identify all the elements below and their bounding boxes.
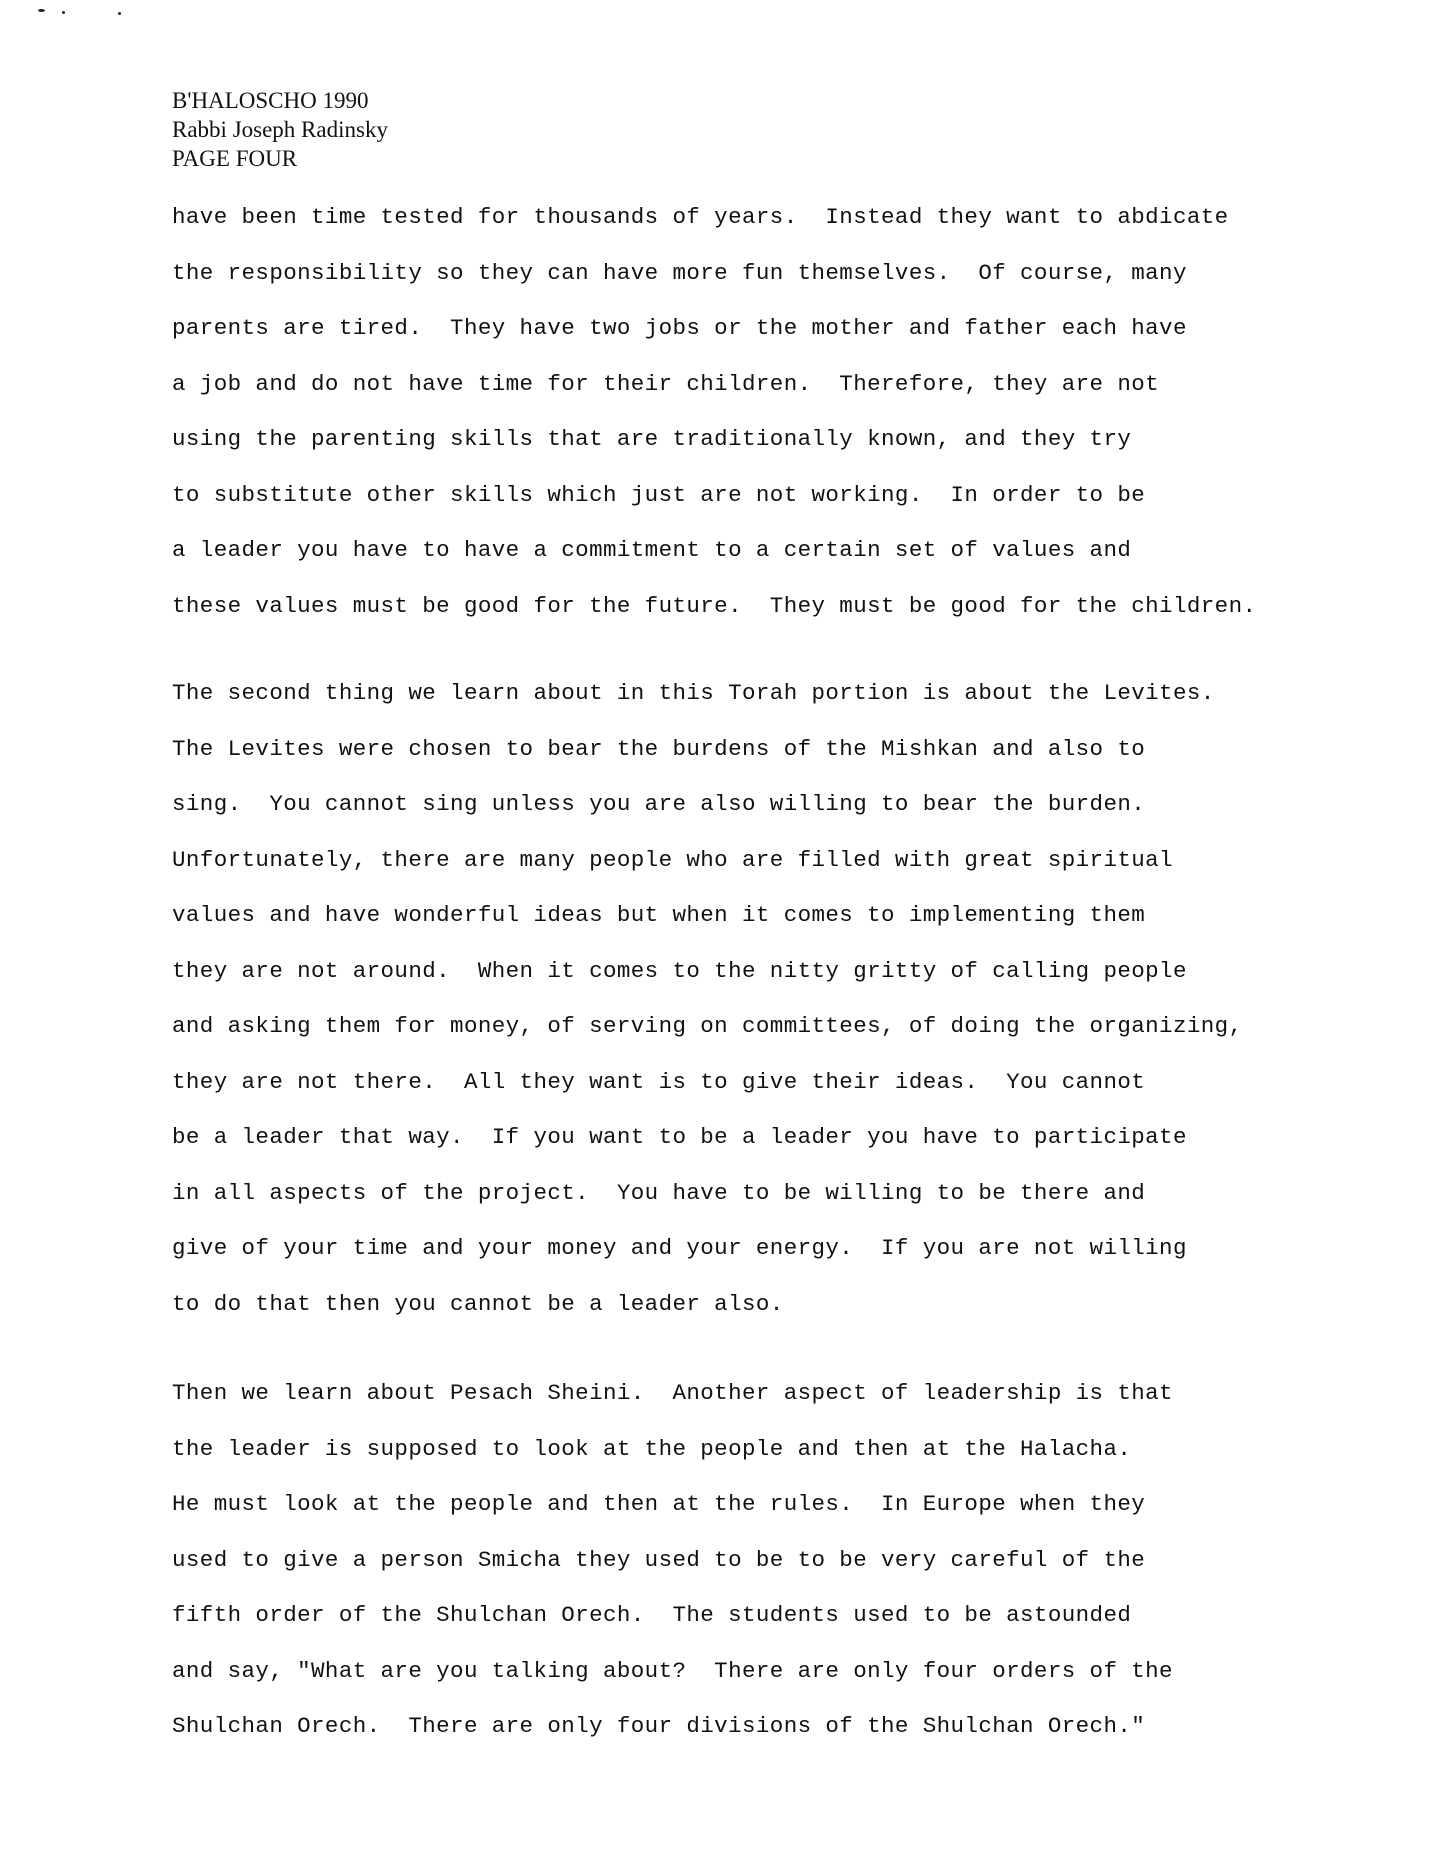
scan-speck — [38, 9, 45, 12]
text-line: Shulchan Orech. There are only four divisions of the Shulchan Orech." — [172, 1713, 1146, 1739]
scan-speck — [118, 12, 121, 15]
text-line: a leader you have to have a commitment to a certain set of values and — [172, 537, 1132, 563]
text-line: the leader is supposed to look at the people and then at the Halacha. — [172, 1435, 1132, 1462]
text-line: and asking them for money, of serving on committees, of doing the organizing, — [172, 1013, 1243, 1039]
text-line: He must look at the people and then at the rules. In Europe when they — [172, 1491, 1146, 1517]
paragraph-1 — [172, 190, 1282, 634]
text-line: they are not there. All they want is to give their ideas. You cannot — [172, 1068, 1146, 1095]
header-author: Rabbi Joseph Radinsky — [172, 117, 388, 142]
text-line: be a leader that way. If you want to be a leader you have to participate — [172, 1124, 1187, 1150]
text-line: and say, "What are you talking about? There are only four orders of the — [172, 1657, 1173, 1684]
text-line: these values must be good for the future. They must be good for the children. — [172, 592, 1257, 619]
text-line: sing. You cannot sing unless you are also willing to bear the burden. — [172, 791, 1146, 817]
text-line: in all aspects of the project. You have to be willing to be there and — [172, 1179, 1146, 1206]
text-line: to do that then you cannot be a leader also. — [172, 1290, 784, 1317]
text-line: Unfortunately, there are many people who are filled with great spiritual — [172, 846, 1173, 873]
header-page-number: PAGE FOUR — [172, 146, 298, 171]
header-title: B'HALOSCHO 1990 — [172, 88, 369, 113]
text-line: values and have wonderful ideas but when it comes to implementing them — [172, 902, 1146, 928]
paragraph-2 — [172, 666, 1282, 1332]
text-line: Then we learn about Pesach Sheini. Another aspect of leadership is that — [172, 1380, 1173, 1406]
text-line: the responsibility so they can have more fun themselves. Of course, many — [172, 259, 1187, 286]
text-line: to substitute other skills which just are not working. In order to be — [172, 481, 1146, 508]
paragraph-3 — [172, 1366, 1282, 1755]
text-line: used to give a person Smicha they used to be to be very careful of the — [172, 1546, 1146, 1573]
document-header — [172, 86, 388, 173]
text-line: The second thing we learn about in this Torah portion is about the Levites. — [172, 680, 1215, 706]
text-line: have been time tested for thousands of years. Instead they want to abdicate — [172, 204, 1229, 230]
scan-speck — [62, 11, 65, 14]
text-line: using the parenting skills that are traditionally known, and they try — [172, 426, 1132, 452]
text-line: The Levites were chosen to bear the burdens of the Mishkan and also to — [172, 735, 1146, 762]
text-line: a job and do not have time for their children. Therefore, they are not — [172, 370, 1160, 397]
text-line: parents are tired. They have two jobs or the mother and father each have — [172, 315, 1187, 341]
text-line: they are not around. When it comes to the nitty gritty of calling people — [172, 957, 1187, 984]
text-line: fifth order of the Shulchan Orech. The students used to be astounded — [172, 1602, 1132, 1628]
text-line: give of your time and your money and your energy. If you are not willing — [172, 1235, 1187, 1261]
